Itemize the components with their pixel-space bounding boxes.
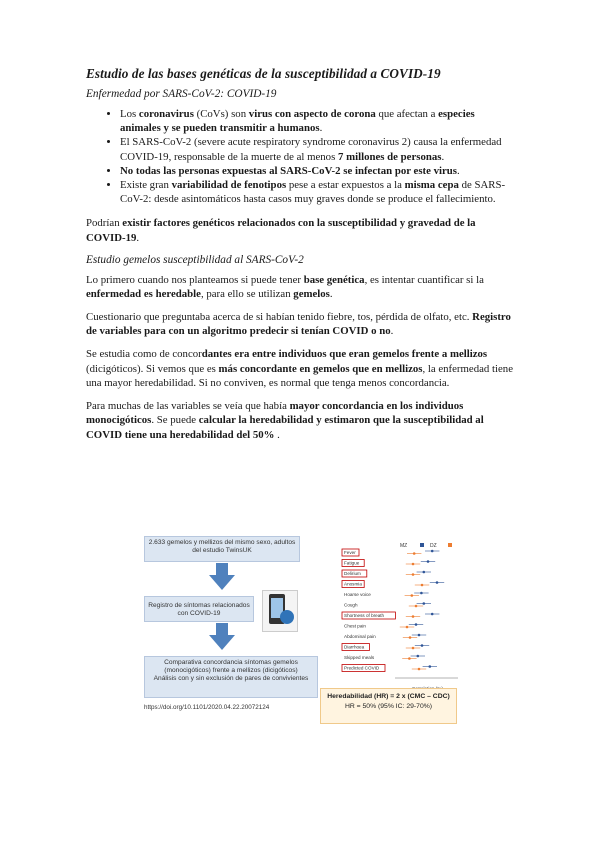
dz-point bbox=[412, 615, 415, 618]
heritability-value: HR = 50% (95% IC: 29-70%) bbox=[344, 703, 433, 710]
dz-point bbox=[412, 647, 415, 650]
mz-point bbox=[418, 634, 421, 637]
mz-point bbox=[423, 571, 426, 574]
arrow-shaft bbox=[216, 563, 228, 575]
list-item: • El SARS-CoV-2 (severe acute respiratory syndrome coronavirus 2) causa la enfermedad COVID-19, responsable de la muerte de al menos 7 millones de personas. bbox=[120, 135, 516, 163]
legend-dz-marker bbox=[448, 543, 452, 547]
dz-point bbox=[412, 563, 415, 566]
symptom-label: Skipped meals bbox=[344, 655, 375, 660]
paragraph: Se estudia como de concordantes era entre individuos que eran gemelos frente a mellizos (dicigóticos). Si vemos que es más concordante en gemelos que en mellizos, la enfermedad tiene una mayor heredabilidad. Si no conviven, es normal que tenga menos concordancia. bbox=[86, 347, 513, 390]
legend-mz-marker bbox=[420, 543, 424, 547]
cohort-box: 2.633 gemelos y mellizos del mismo sexo, adultos del estudio TwinsUK bbox=[144, 536, 300, 562]
legend-mz: MZ bbox=[400, 543, 408, 549]
mz-point bbox=[436, 581, 439, 584]
dz-point bbox=[413, 552, 416, 555]
list-item: • Existe gran variabilidad de fenotipos pese a estar expuestos a la misma cepa de SARS-CoV-2: desde asintomáticos hasta casos muy graves donde se produce el fallecimiento. bbox=[120, 178, 516, 206]
down-arrow-icon bbox=[209, 575, 235, 590]
paragraph: Cuestionario que preguntaba acerca de si habían tenido fiebre, tos, pérdida de olfato, etc. Registro de variables para con un algoritmo predecir si tenían COVID o no. bbox=[86, 310, 511, 338]
phone-icon bbox=[262, 590, 298, 632]
symptom-label: Anosmia bbox=[344, 581, 362, 587]
mz-point bbox=[427, 560, 430, 563]
symptom-label: Chest pain bbox=[344, 623, 366, 629]
dz-point bbox=[411, 594, 414, 597]
heritability-formula: Heredabilidad (HR) = 2 x (CMC – CDC) bbox=[327, 693, 450, 700]
dz-point bbox=[406, 626, 409, 629]
paragraph: Para muchas de las variables se veía que había mayor concordancia en los individuos monocigóticos. Se puede calcular la heredabilidad y estimaron que la susceptibilidad al COVID tiene una heredabilidad del 50% . bbox=[86, 399, 484, 441]
symptom-label: Fever bbox=[344, 550, 356, 555]
mz-point bbox=[421, 644, 424, 647]
symptom-label: Fatigue bbox=[344, 560, 360, 566]
down-arrow-icon bbox=[209, 635, 235, 650]
concordance-chart bbox=[340, 538, 462, 688]
paragraph: Lo primero cuando nos planteamos si puede tener base genética, es intentar cuantificar si la enfermedad es heredable, para ello se utilizan gemelos. bbox=[86, 273, 484, 301]
mz-point bbox=[423, 602, 426, 605]
doi-link[interactable]: https://doi.org/10.1101/2020.04.22.20072124 bbox=[144, 704, 270, 711]
symptom-label: Abdominal pain bbox=[344, 634, 376, 639]
comparison-text: Comparativa concordancia síntomas gemelos (monocigóticos) frente a mellizos (dicigóticos) bbox=[164, 659, 298, 674]
mz-point bbox=[431, 613, 434, 616]
dz-point bbox=[409, 636, 412, 639]
arrow-shaft bbox=[216, 623, 228, 635]
mz-point bbox=[417, 655, 420, 658]
bullet-list bbox=[86, 107, 516, 206]
symptom-label: Diarrhoea bbox=[344, 644, 365, 650]
symptom-register-box: Registro de síntomas relacionados con COVID-19 bbox=[144, 596, 254, 622]
mz-point bbox=[429, 665, 432, 668]
dz-point bbox=[408, 657, 411, 660]
paragraph: Podrían existir factores genéticos relacionados con la susceptibilidad y gravedad de la COVID-19. bbox=[86, 217, 476, 245]
cohabitation-text: Análisis con y sin exclusión de pares de convivientes bbox=[153, 675, 309, 682]
study-figure bbox=[124, 532, 462, 742]
comparison-box bbox=[144, 656, 318, 698]
list-item: • Los coronavirus (CoVs) son virus con aspecto de corona que afectan a especies animales y se pueden transmitir a humanos. bbox=[120, 107, 516, 135]
phone-illustration bbox=[263, 591, 297, 631]
mz-point bbox=[420, 592, 423, 595]
heritability-box bbox=[320, 688, 457, 724]
dz-point bbox=[418, 668, 421, 671]
section-subtitle-twins: Estudio gemelos susceptibilidad al SARS-CoV-2 bbox=[86, 253, 304, 266]
legend-dz: DZ bbox=[430, 543, 437, 549]
dz-point bbox=[421, 584, 424, 587]
mz-point bbox=[415, 623, 418, 626]
symptom-label: Predicted COVID bbox=[344, 665, 380, 671]
dz-point bbox=[415, 605, 418, 608]
symptom-label: Cough bbox=[344, 602, 358, 608]
mz-point bbox=[431, 550, 434, 553]
section-subtitle-covid: Enfermedad por SARS-CoV-2: COVID-19 bbox=[86, 88, 277, 100]
symptom-label: Hoarse voice bbox=[344, 592, 371, 597]
symptom-label: Delirium bbox=[344, 571, 361, 576]
document-title: Estudio de las bases genéticas de la susceptibilidad a COVID-19 bbox=[86, 66, 441, 81]
symptom-label: Shortness of breath bbox=[344, 613, 385, 618]
dz-point bbox=[412, 573, 415, 576]
document-page bbox=[86, 66, 516, 451]
list-item: • No todas las personas expuestas al SARS-CoV-2 se infectan por este virus. bbox=[120, 164, 516, 178]
